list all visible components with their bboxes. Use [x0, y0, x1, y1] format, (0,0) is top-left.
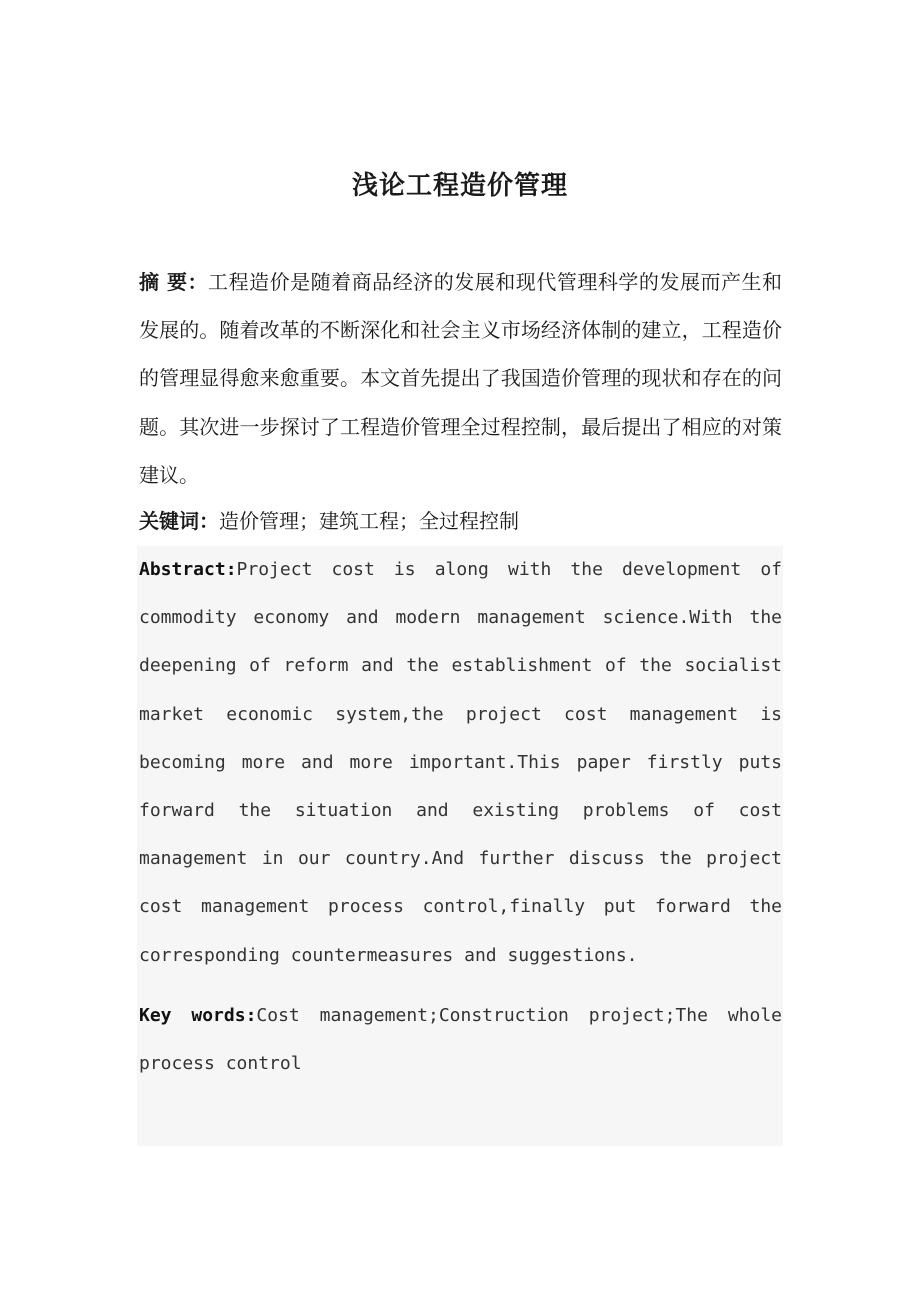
- chinese-keywords-text: 造价管理；建筑工程；全过程控制: [219, 509, 519, 533]
- english-keywords: [139, 992, 782, 1088]
- chinese-abstract-text: 工程造价是随着商品经济的发展和现代管理科学的发展而产生和发展的。随着改革的不断深化和社会主义市场经济体制的建立，工程造价的管理显得愈来愈重要。本文首先提出了我国造价管理的现状和存在的问题。其次进一步探讨了工程造价管理全过程控制，最后提出了相应的对策建议。: [139, 270, 783, 487]
- english-abstract-label: Abstract:: [139, 559, 237, 580]
- chinese-keywords: [139, 501, 782, 541]
- english-abstract-text: Project cost is along with the development of commodity economy and modern management science.With the deepening of reform and the establishment of the socialist market economic system,the project cost management is becoming more and more important.This paper firstly puts forward the situation and existing problems of cost management in our country.And further discuss the project cost management process control,finally put forward the corresponding countermeasures and suggestions.: [139, 559, 782, 966]
- chinese-keywords-label: 关键词：: [139, 509, 219, 533]
- chinese-abstract: [139, 258, 782, 499]
- english-keywords-text: Cost management;Construction project;The whole process control: [139, 1005, 782, 1075]
- english-keywords-label: Key words:: [139, 1005, 257, 1026]
- document-title: 浅论工程造价管理: [351, 171, 568, 201]
- chinese-abstract-label: 摘 要：: [139, 270, 209, 294]
- english-abstract: [139, 546, 782, 980]
